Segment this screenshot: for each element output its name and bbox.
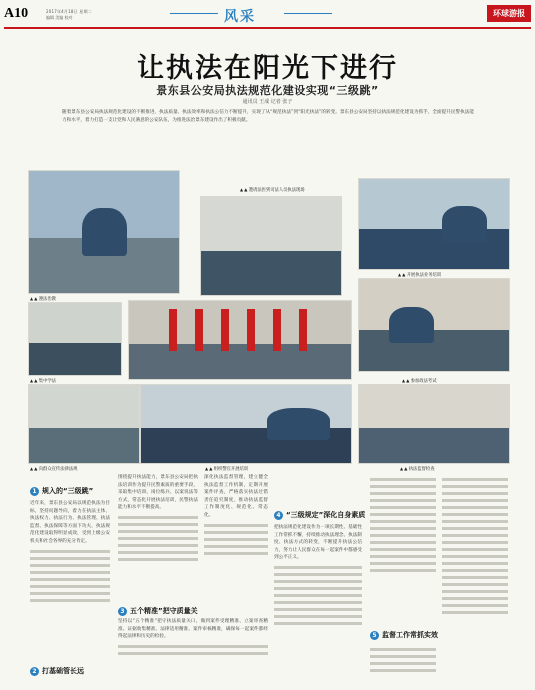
headline: 让执法在阳光下进行 bbox=[137, 53, 398, 84]
photo-lecture bbox=[200, 196, 342, 296]
photo-training bbox=[358, 178, 510, 270]
header-decoration-left bbox=[170, 13, 218, 14]
photo-study bbox=[28, 302, 122, 376]
photo-exam bbox=[358, 278, 510, 372]
body-column-4: 深化执法监督管理，建立健全执法监督工作机制，定期开展案件评查，严格落实执法过错责任追究制度，推动执法监督工作制度化、规范化、常态化。 bbox=[204, 474, 268, 614]
caption-6: ▲ ▲ 向群众宣传法律法规 bbox=[30, 466, 77, 472]
lead-paragraph: 随着景东县公安局执法规范化建设的不断推进，执法质量、执法效率和执法公信力不断提升，实现了从“规范执法”到“阳光执法”的转变。景东县公安局坚持以执法规范化建设为抓手，全面提升民警执法能力和水平，着力打造一支让党和人民满意的公安队伍，为推进法治景东建设作出了积极贡献。 bbox=[62, 110, 474, 123]
caption-4: ▲ ▲ 集中学法 bbox=[30, 378, 56, 384]
section-2-heading: 2 打基础管长远 bbox=[30, 666, 84, 676]
photo-publicity bbox=[28, 384, 140, 464]
caption-1: ▲ ▲ 遵法治教 bbox=[30, 296, 56, 302]
body-column-8 bbox=[370, 644, 436, 684]
section-3-heading: 3 五个精准”把守质量关 bbox=[118, 606, 198, 616]
body-column-3: 坚持以“五个精准”把守执法质量关口，做到案件受理精准、立案审查精准、证据收集精准、法律适用精准、案件审核精准，确保每一起案件都经得起法律和历史的检验。 bbox=[118, 618, 268, 684]
body-column-7 bbox=[442, 474, 508, 684]
subheadline: 景东县公安局执法规范化建设实现“三级跳” bbox=[156, 84, 379, 97]
caption-5: ▲ ▲ 参加政法考试 bbox=[402, 378, 437, 384]
caption-8: ▲ ▲ 执法监督检查 bbox=[400, 466, 435, 472]
body-column-6 bbox=[370, 474, 436, 624]
photo-meeting bbox=[128, 300, 352, 380]
caption-7: ▲ ▲ 组织警官开展培训 bbox=[205, 466, 248, 472]
body-column-2: 围绕提升执法能力，景东县公安局把执法培训作为提升民警素质的重要手段，采取集中培训、岗位练兵、以案说法等方式，常态化开展执法培训，民警执法能力和水平不断提高。 bbox=[118, 474, 198, 602]
caption-3: ▲ ▲ 开展执法业务培训 bbox=[398, 272, 441, 278]
issue-date: 2017年4月18日 星期二 bbox=[46, 9, 92, 14]
editor-credits: 编辑 美编 校对 bbox=[46, 15, 73, 20]
page-number: A10 bbox=[4, 6, 29, 21]
section-1-heading: 1 规入的“三级跳” bbox=[30, 486, 93, 496]
photo-officers bbox=[140, 384, 352, 464]
caption-2: ▲ ▲ 邀请法医到司法人员执法现场 bbox=[240, 187, 305, 193]
body-column-1: 近年来，景东县公安局以规范执法为目标，坚持问题导向，着力在执法主体、执法权力、执法行为、执法管理、执法监督、执法保障等方面下功夫，执法规范化建设取得明显成效，受到上级公安机关和社会各界的充分肯定。 bbox=[30, 500, 110, 660]
header-rule bbox=[4, 27, 531, 29]
photo-inspection bbox=[358, 384, 510, 464]
body-column-5: 把执法规范化建设作为一项长期性、基础性工作常抓不懈，持续推动执法理念、执法制度、执法方式的转变，不断提升执法公信力，努力让人民群众在每一起案件中都感受到公平正义。 bbox=[274, 524, 362, 684]
photo-class bbox=[28, 170, 180, 294]
section-4-heading: 4 “三级规定”深化自身素质 bbox=[274, 510, 365, 520]
newspaper-brand: 环球游报 bbox=[487, 5, 531, 22]
column-title: 风采 bbox=[224, 9, 256, 25]
byline: 通讯员 王成 记者 张子 bbox=[242, 99, 293, 105]
page-header bbox=[0, 0, 535, 28]
section-5-heading: 5 监督工作常抓实效 bbox=[370, 630, 438, 640]
header-decoration-right bbox=[284, 13, 332, 14]
